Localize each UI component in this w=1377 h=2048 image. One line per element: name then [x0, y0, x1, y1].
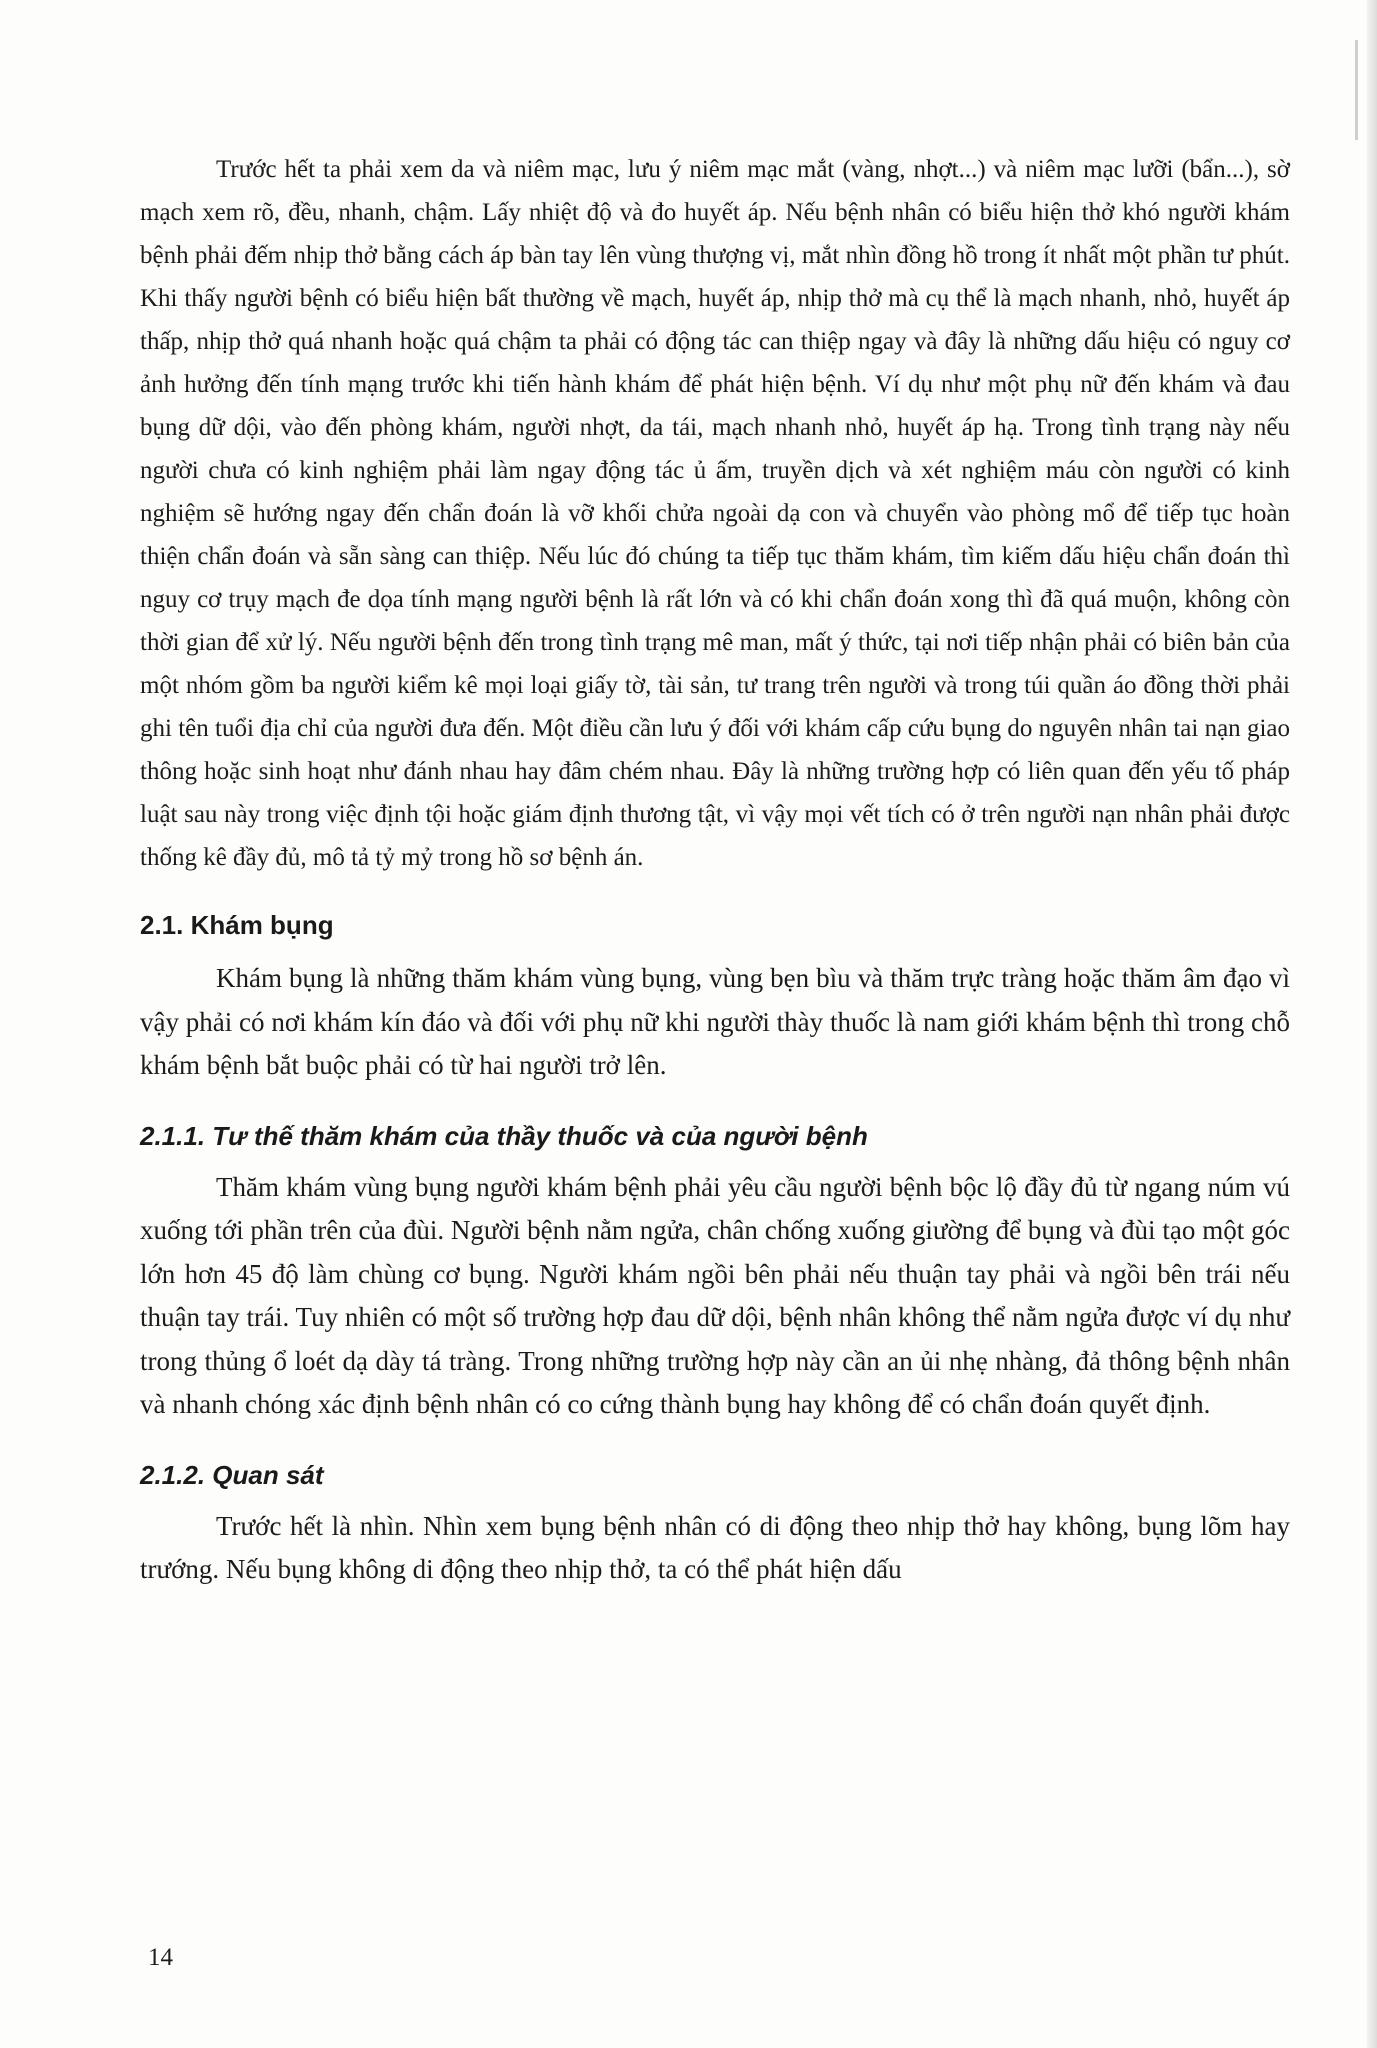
page-edge-shadow — [1367, 0, 1377, 2048]
body-paragraph-intro: Trước hết ta phải xem da và niêm mạc, lưu ý niêm mạc mắt (vàng, nhợt...) và niêm mạc lưỡi (bẩn...), sờ mạch xem rõ, đều, nhanh, chậm. Lấy nhiệt độ và đo huyết áp. Nếu bệnh nhân có biểu hiện thở khó người khám bệnh phải đếm nhịp thở bằng cách áp bàn tay lên vùng thượng vị, mắt nhìn đồng hồ trong ít nhất một phần tư phút. Khi thấy người bệnh có biểu hiện bất thường về mạch, huyết áp, nhịp thở mà cụ thể là mạch nhanh, nhỏ, huyết áp thấp, nhịp thở quá nhanh hoặc quá chậm ta phải có động tác can thiệp ngay và đây là những dấu hiệu có nguy cơ ảnh hưởng đến tính mạng trước khi tiến hành khám để phát hiện bệnh. Ví dụ như một phụ nữ đến khám và đau bụng dữ dội, vào đến phòng khám, người nhợt, da tái, mạch nhanh nhỏ, huyết áp hạ. Trong tình trạng này nếu người chưa có kinh nghiệm phải làm ngay động tác ủ ấm, truyền dịch và xét nghiệm máu còn người có kinh nghiệm sẽ hướng ngay đến chẩn đoán là vỡ khối chửa ngoài dạ con và chuyển vào phòng mổ để tiếp tục hoàn thiện chẩn đoán và sẵn sàng can thiệp. Nếu lúc đó chúng ta tiếp tục thăm khám, tìm kiếm dấu hiệu chẩn đoán thì nguy cơ trụy mạch đe dọa tính mạng người bệnh là rất lớn và có khi chẩn đoán xong thì đã quá muộn, không còn thời gian để xử lý. Nếu người bệnh đến trong tình trạng mê man, mất ý thức, tại nơi tiếp nhận phải có biên bản của một nhóm gồm ba người kiểm kê mọi loại giấy tờ, tài sản, tư trang trên người và trong túi quần áo đồng thời phải ghi tên tuổi địa chỉ của người đưa đến. Một điều cần lưu ý đối với khám cấp cứu bụng do nguyên nhân tai nạn giao thông hoặc sinh hoạt như đánh nhau hay đâm chém nhau. Đây là những trường hợp có liên quan đến yếu tố pháp luật sau này trong việc định tội hoặc giám định thương tật, vì vậy mọi vết tích có ở trên người nạn nhân phải được thống kê đầy đủ, mô tả tỷ mỷ trong hồ sơ bệnh án. — [140, 156, 1290, 871]
body-paragraph-quan-sat: Trước hết là nhìn. Nhìn xem bụng bệnh nhân có di động theo nhịp thở hay không, bụng lõm hay trướng. Nếu bụng không di động theo nhịp thở, ta có thể phát hiện dấu — [140, 1510, 1290, 1584]
scan-mark — [1355, 40, 1358, 140]
section-heading-kham-bung: 2.1. Khám bụng — [140, 910, 334, 940]
body-paragraph-kham-bung: Khám bụng là những thăm khám vùng bụng, vùng bẹn bìu và thăm trực tràng hoặc thăm âm đạo vì vậy phải có nơi khám kín đáo và đối với phụ nữ khi người thày thuốc là nam giới khám bệnh thì trong chỗ khám bệnh bắt buộc phải có từ hai người trở lên. — [140, 963, 1290, 1080]
subsection-heading-quan-sat: 2.1.2. Quan sát — [140, 1459, 324, 1490]
body-paragraph-tu-the: Thăm khám vùng bụng người khám bệnh phải yêu cầu người bệnh bộc lộ đầy đủ từ ngang núm vú xuống tới phần trên của đùi. Người bệnh nằm ngửa, chân chống xuống giường để bụng và đùi tạo một góc lớn hơn 45 độ làm chùng cơ bụng. Người khám ngồi bên phải nếu thuận tay phải và ngồi bên trái nếu thuận tay trái. Tuy nhiên có một số trường hợp đau dữ dội, bệnh nhân không thể nằm ngửa được ví dụ như trong thủng ổ loét dạ dày tá tràng. Trong những trường hợp này cần an ủi nhẹ nhàng, đả thông bệnh nhân và nhanh chóng xác định bệnh nhân có co cứng thành bụng hay không để có chẩn đoán quyết định. — [140, 1171, 1290, 1419]
page-content — [140, 148, 1290, 1592]
page-number: 14 — [148, 1944, 173, 1971]
subsection-heading-tu-the: 2.1.1. Tư thế thăm khám của thầy thuốc và của người bệnh — [140, 1120, 868, 1151]
